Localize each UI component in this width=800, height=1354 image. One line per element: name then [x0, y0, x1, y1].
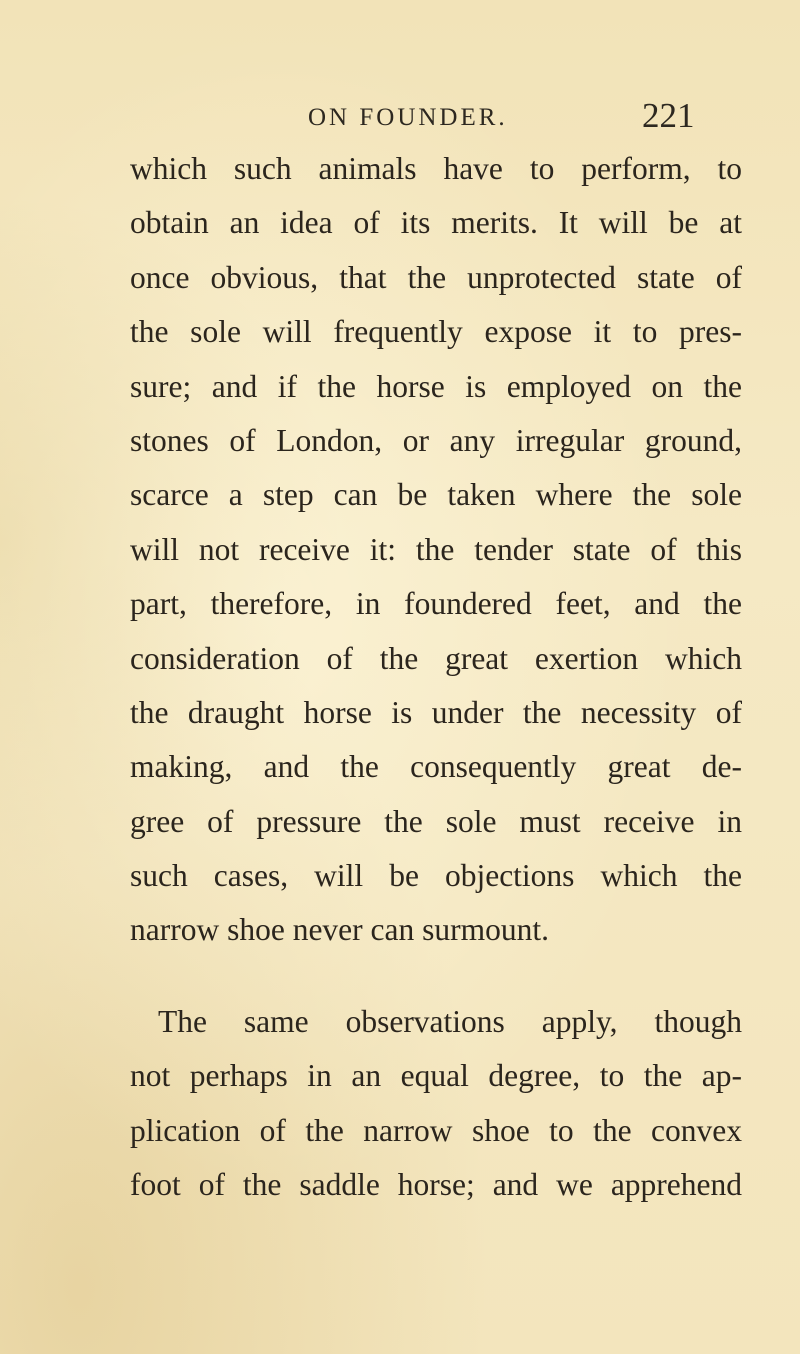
text-line: once obvious, that the unprotected state of [130, 259, 742, 295]
text-line: obtain an idea of its merits. It will be at [130, 205, 742, 241]
text-line: which such animals have to perform, to [130, 151, 742, 186]
paragraph-1 [130, 142, 742, 958]
running-head [0, 96, 800, 140]
text-line: sure; and if the horse is employed on the [130, 368, 742, 404]
text-line: such cases, will be objections which the [130, 858, 742, 894]
text-line: The same observations apply, though [158, 1003, 742, 1039]
text-line: foot of the saddle horse; and we apprehend [130, 1167, 742, 1203]
text-line: gree of pressure the sole must receive in [130, 803, 742, 839]
body-text [130, 142, 742, 1212]
text-line: plication of the narrow shoe to the convex [130, 1112, 742, 1148]
text-line: scarce a step can be taken where the sole [130, 477, 742, 513]
text-line: the draught horse is under the necessity of [130, 694, 742, 730]
text-line: stones of London, or any irregular ground, [130, 422, 742, 458]
text-line: part, therefore, in foundered feet, and the [130, 586, 742, 622]
text-line: the sole will frequently expose it to pres- [130, 314, 742, 350]
paragraph-spacer [130, 958, 742, 995]
text-line: will not receive it: the tender state of this [130, 531, 742, 567]
text-line: not perhaps in an equal degree, to the ap- [130, 1058, 742, 1094]
page-number: 221 [642, 96, 695, 135]
paragraph-2 [130, 995, 742, 1213]
text-line: making, and the consequently great de- [130, 749, 742, 785]
text-line: narrow shoe never can surmount. [130, 912, 549, 948]
running-head-title: ON FOUNDER. [308, 104, 508, 131]
text-line: consideration of the great exertion which [130, 640, 742, 676]
